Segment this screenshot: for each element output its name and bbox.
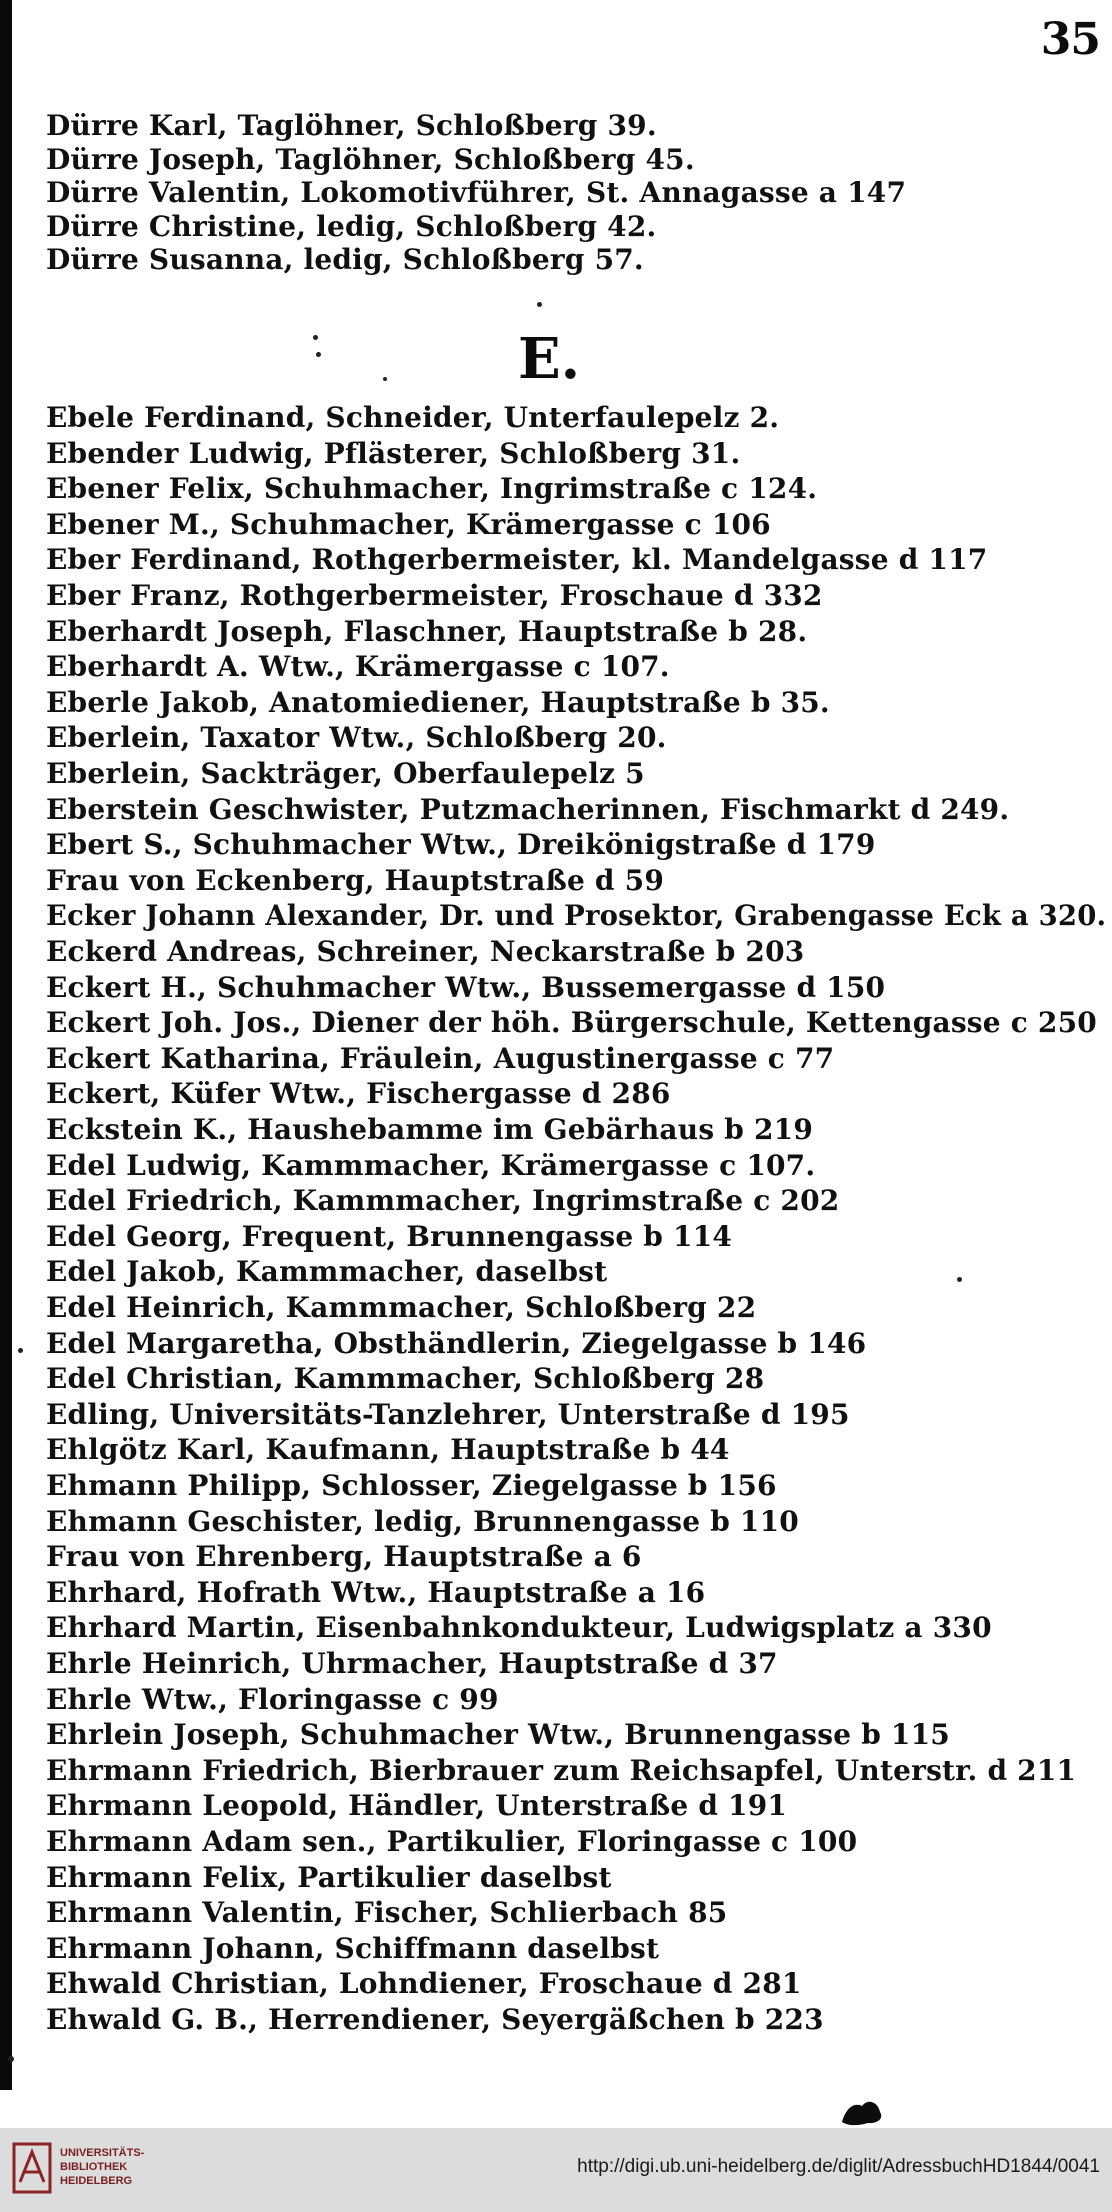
directory-entry: Ebener M., Schuhmacher, Krämergasse c 106 — [46, 507, 771, 541]
directory-entry: Ecker Johann Alexander, Dr. und Prosektor, Grabengasse Eck a 320. — [46, 899, 1107, 933]
directory-entry: Eckert H., Schuhmacher Wtw., Bussemergasse d 150 — [46, 970, 886, 1004]
directory-entry: Ebele Ferdinand, Schneider, Unterfaulepelz 2. — [46, 401, 780, 434]
directory-entry: Ehwald Christian, Lohndiener, Froschaue d 281 — [46, 1967, 802, 2001]
directory-entry: Ehrle Heinrich, Uhrmacher, Hauptstraße d 37 — [46, 1647, 778, 1680]
directory-entry: Ehwald G. B., Herrendiener, Seyergäßchen b 223 — [46, 2003, 824, 2036]
directory-entry: Ehrmann Friedrich, Bierbrauer zum Reichsapfel, Unterstr. d 211 — [46, 1753, 1077, 1787]
directory-entry: Edel Christian, Kammmacher, Schloßberg 28 — [46, 1362, 765, 1396]
directory-entry: Eckerd Andreas, Schreiner, Neckarstraße b 203 — [46, 935, 805, 968]
directory-entry: Edel Friedrich, Kammmacher, Ingrimstraße c 202 — [46, 1184, 840, 1218]
library-name-line-3: HEIDELBERG — [60, 2175, 133, 2187]
directory-entry: Ehrmann Felix, Partikulier daselbst — [46, 1860, 612, 1894]
directory-entry: Ehrlein Joseph, Schuhmacher Wtw., Brunnengasse b 115 — [46, 1718, 950, 1752]
directory-entry: Edel Ludwig, Kammmacher, Krämergasse c 107. — [46, 1148, 816, 1182]
directory-entry: Frau von Eckenberg, Hauptstraße d 59 — [46, 863, 665, 897]
directory-entry: Eckert Joh. Jos., Diener der höh. Bürgerschule, Kettengasse c 250 — [46, 1006, 1097, 1040]
library-name — [60, 2146, 144, 2188]
directory-entry: Eckert Katharina, Fräulein, Augustinergasse c 77 — [46, 1041, 835, 1075]
ink-speck — [18, 1348, 23, 1353]
directory-entry: Eckert, Küfer Wtw., Fischergasse d 286 — [46, 1077, 671, 1111]
directory-entry: Ehrmann Valentin, Fischer, Schlierbach 85 — [46, 1896, 728, 1930]
library-name-line-2: BIBLIOTHEK — [60, 2161, 128, 2173]
footer-bar — [0, 2128, 1112, 2212]
directory-entry: Eberhardt Joseph, Flaschner, Hauptstraße b 28. — [46, 614, 808, 648]
page-number: 35 — [1040, 14, 1100, 65]
directory-entry: Edel Heinrich, Kammmacher, Schloßberg 22 — [46, 1291, 757, 1324]
directory-entry: Ehrmann Adam sen., Partikulier, Floringasse c 100 — [46, 1825, 858, 1858]
directory-entry: Eber Franz, Rothgerbermeister, Froschaue d 332 — [46, 579, 823, 612]
directory-entry: Eberle Jakob, Anatomiediener, Hauptstraße b 35. — [46, 685, 830, 719]
directory-entry: Ehrmann Johann, Schiffmann daselbst — [46, 1931, 660, 1965]
ink-speck — [8, 2056, 14, 2062]
ink-speck — [537, 302, 542, 307]
source-url-link[interactable]: http://digi.ub.uni-heidelberg.de/diglit/AdressbuchHD1844/0041 — [577, 2156, 1100, 2177]
ink-speck — [316, 352, 321, 357]
directory-entry: Frau von Ehrenberg, Hauptstraße a 6 — [46, 1540, 642, 1574]
directory-entry: Ebert S., Schuhmacher Wtw., Dreikönigstraße d 179 — [46, 828, 876, 862]
directory-entry: Dürre Christine, ledig, Schloßberg 42. — [46, 209, 657, 243]
directory-entry: Eberstein Geschwister, Putzmacherinnen, Fischmarkt d 249. — [46, 792, 1010, 826]
ink-blot — [838, 2096, 884, 2126]
directory-entry: Ehlgötz Karl, Kaufmann, Hauptstraße b 44 — [46, 1433, 730, 1467]
directory-entry: Ehmann Geschister, ledig, Brunnengasse b 110 — [46, 1504, 799, 1538]
ink-speck — [957, 1277, 962, 1282]
binding-edge — [0, 0, 12, 2090]
directory-entry: Eckstein K., Haushebamme im Gebärhaus b 219 — [46, 1113, 814, 1146]
directory-entry: Ehrmann Leopold, Händler, Unterstraße d 191 — [46, 1789, 788, 1823]
directory-entry: Ehrle Wtw., Floringasse c 99 — [46, 1682, 499, 1716]
directory-entry: Ehmann Philipp, Schlosser, Ziegelgasse b 156 — [46, 1469, 777, 1502]
directory-entry: Dürre Karl, Taglöhner, Schloßberg 39. — [46, 109, 657, 142]
directory-entry: Edel Jakob, Kammmacher, daselbst — [46, 1255, 608, 1289]
directory-entry: Ebender Ludwig, Pflästerer, Schloßberg 31. — [46, 436, 741, 470]
directory-entry: Eber Ferdinand, Rothgerbermeister, kl. Mandelgasse d 117 — [46, 543, 988, 577]
ink-speck — [383, 377, 387, 381]
university-library-logo-icon — [12, 2142, 52, 2194]
directory-entry: Eberlein, Taxator Wtw., Schloßberg 20. — [46, 721, 667, 755]
directory-entry: Ebener Felix, Schuhmacher, Ingrimstraße c 124. — [46, 472, 818, 506]
directory-entry: Edling, Universitäts-Tanzlehrer, Unterstraße d 195 — [46, 1397, 850, 1431]
directory-entry: Edel Georg, Frequent, Brunnengasse b 114 — [46, 1219, 733, 1253]
directory-entry: Dürre Joseph, Taglöhner, Schloßberg 45. — [46, 142, 695, 176]
directory-entry: Ehrhard Martin, Eisenbahnkondukteur, Ludwigsplatz a 330 — [46, 1611, 992, 1645]
directory-entry: Dürre Valentin, Lokomotivführer, St. Annagasse a 147 — [46, 176, 907, 209]
directory-entry: Eberlein, Sackträger, Oberfaulepelz 5 — [46, 757, 645, 790]
directory-entry: Dürre Susanna, ledig, Schloßberg 57. — [46, 243, 644, 276]
letter-heading: E. — [518, 326, 581, 392]
library-name-line-1: UNIVERSITÄTS- — [60, 2147, 145, 2159]
ink-speck — [313, 335, 318, 340]
directory-entry: Ehrhard, Hofrath Wtw., Hauptstraße a 16 — [46, 1575, 706, 1609]
directory-entry: Edel Margaretha, Obsthändlerin, Ziegelgasse b 146 — [46, 1326, 867, 1360]
directory-entry: Eberhardt A. Wtw., Krämergasse c 107. — [46, 650, 670, 684]
